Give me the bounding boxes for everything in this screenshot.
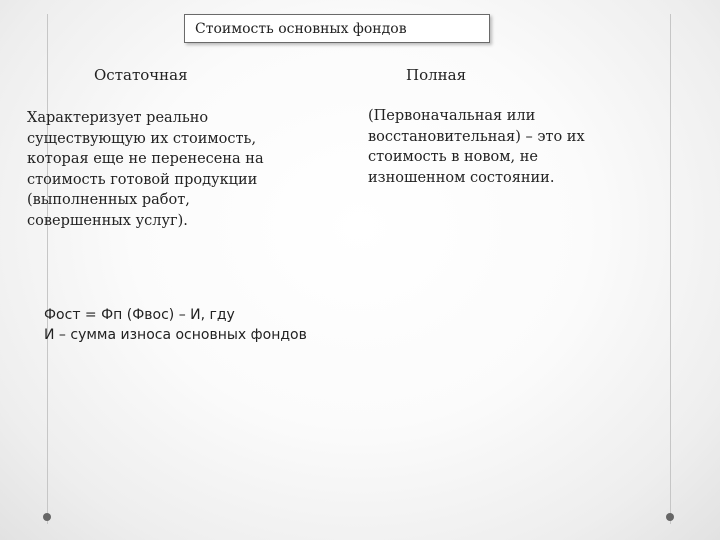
right-description-line: восстановительная) – это их xyxy=(368,128,585,145)
left-description-line: которая еще не перенесена на xyxy=(27,151,264,167)
left-description-line: стоимость готовой продукции xyxy=(27,171,258,188)
right-description-line: стоимость в новом, не xyxy=(368,149,538,165)
left-heading: Остаточная xyxy=(94,66,188,84)
right-description-line: (Первоначальная или xyxy=(368,108,536,124)
left-description xyxy=(27,108,264,231)
right-description-line: изношенном состоянии. xyxy=(368,169,555,186)
left-frame-line xyxy=(47,14,48,524)
right-heading: Полная xyxy=(406,66,467,84)
left-description-line: (выполненных работ, xyxy=(27,192,190,208)
left-frame-dot xyxy=(43,513,51,521)
left-description-line: Характеризует реально xyxy=(27,110,209,126)
left-description-line: существующую их стоимость, xyxy=(27,130,257,147)
formula-line: Фост = Фп (Фвос) – И, гду xyxy=(44,307,235,323)
right-description xyxy=(368,106,585,188)
left-description-line: совершенных услуг). xyxy=(27,212,188,229)
title-box xyxy=(184,14,490,43)
formula-block xyxy=(44,305,307,345)
title-text: Стоимость основных фондов xyxy=(195,20,407,37)
right-frame-line xyxy=(670,14,671,524)
right-frame-dot xyxy=(666,513,674,521)
formula-definition-line: И – сумма износа основных фондов xyxy=(44,327,307,343)
